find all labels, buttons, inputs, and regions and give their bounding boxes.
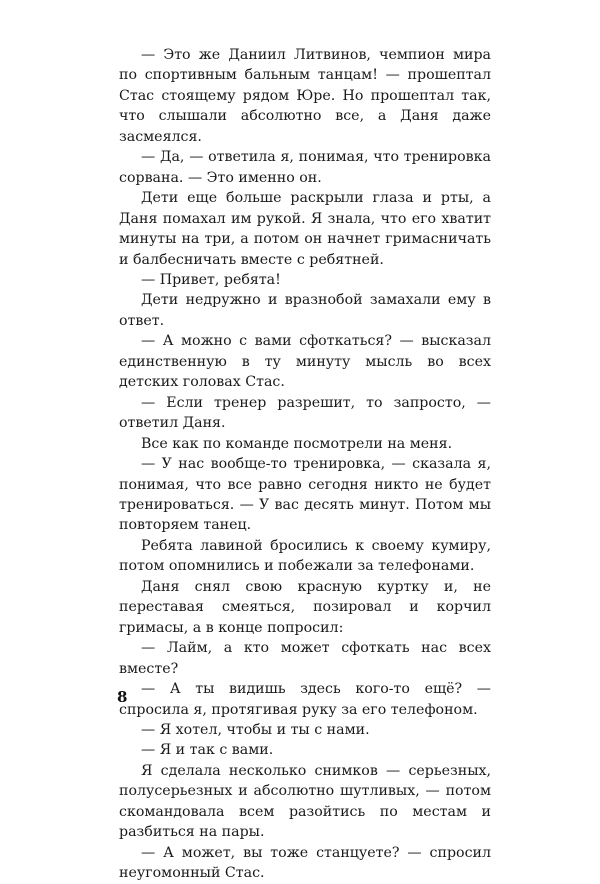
paragraph: — Я хотел, чтобы и ты с нами. xyxy=(141,721,370,738)
paragraph: — А ты видишь здесь кого-то ещё? — спросила я, протягивая руку за его телефоном. xyxy=(119,681,491,718)
paragraph: — Привет, ребята! xyxy=(141,271,281,288)
paragraph: — Если тренер разрешит, то запросто, — ответил Даня. xyxy=(119,394,491,432)
page-body xyxy=(119,45,491,884)
paragraph: — У нас вообще-то тренировка, — сказала я, понимая, что все равно сегодня никто не будет тренироваться. — У вас десять минут. Потом мы повторяем танец. xyxy=(119,456,491,534)
paragraph: Даня снял свою красную куртку и, не переставая смеяться, позировал и корчил гримасы, а в конце попросил: xyxy=(119,578,491,636)
paragraph: — Лайм, а кто может сфоткать нас всех вместе? xyxy=(119,640,491,677)
paragraph: — А можно с вами сфоткаться? — высказал единственную в ту минуту мысль во всех детских головах Стас. xyxy=(119,333,491,391)
paragraph: — А может, вы тоже станцуете? — спросил неугомонный Стас. xyxy=(119,844,491,882)
paragraph: Дети еще больше раскрыли глаза и рты, а Даня помахал им рукой. Я знала, что его хватит минуты на три, а потом он начнет гримасничать и балбесничать вместе с ребятней. xyxy=(119,190,491,268)
paragraph: — Я и так с вами. xyxy=(141,742,274,759)
paragraph: — Да, — ответила я, понимая, что тренировка сорвана. — Это именно он. xyxy=(119,149,491,186)
paragraph: Ребята лавиной бросились к своему кумиру, потом опомнились и побежали за телефонами. xyxy=(119,537,491,575)
page-number: 8 xyxy=(117,688,128,706)
paragraph: Дети недружно и вразнобой замахали ему в ответ. xyxy=(119,292,491,329)
paragraph: — Это же Даниил Литвинов, чемпион мира по спортивным бальным танцам! — прошептал Стас стоящему рядом Юре. Но прошептал так, что слышали абсолютно все, а Даня даже засмеялся. xyxy=(119,47,491,145)
paragraph: Все как по команде посмотрели на меня. xyxy=(141,435,453,452)
paragraph: Я сделала несколько снимков — серьезных, полусерьезных и абсолютно шутливых, — потом скомандовала всем разойтись по местам и разбиться на пары. xyxy=(119,762,491,841)
